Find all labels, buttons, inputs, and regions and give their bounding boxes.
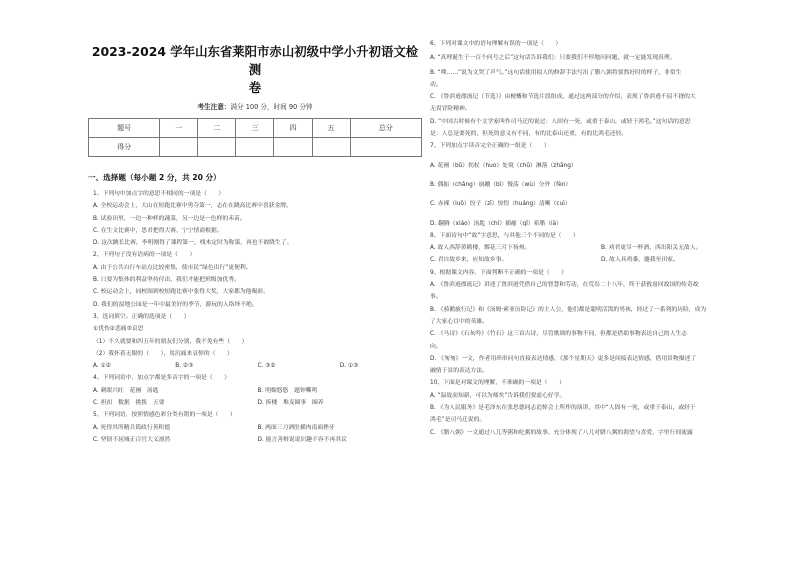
question-option: D. 《匆匆》一文，作者用串串问句直接表达情感，《那个星期天》更多是间接表达情感，借用景物描述了 [430,355,697,362]
score-cell: 三 [236,119,274,138]
question-option: 是：人总是要死的，但死的意义有不同，有的比泰山还重，有的比鸿毛还轻。 [430,131,628,138]
question-option: 事。 [430,294,442,301]
question-stem: 7、下列加点字读音完全正确的一组是（ ） [430,143,550,150]
question-option: A. 刺眼兴旺 花圃 汤匙 [93,387,159,394]
score-cell-empty[interactable] [160,138,198,157]
question-option: A. ①② [93,363,111,370]
score-cell-empty[interactable] [274,138,312,157]
question-options-row [93,360,422,372]
question-option: D. 这次跳长比赛，李明刚得了课程第一，栈木定时为称第，再也不敢降生了。 [93,240,293,247]
question-option: C. 《腊八粥》一文通过八儿等粥和吃粥的故事，充分体现了八儿对腊八粥的渴望与喜爱，字里行间流露 [430,429,693,436]
question-option: D. ①③ [339,363,359,370]
question-option: 鸿毛”是司马迁说的。 [430,417,486,424]
score-cell-empty[interactable] [350,138,421,157]
question-options-row [430,254,772,266]
question-option: B. 偶振（chǎng）崩蹦（bì）馒荡（wù）分外（fèn） [430,181,572,188]
question-words: ①优伤②悲痛③哀思 [93,326,144,333]
question-stem: 1、下列句中加点字的意思不相同的一项是（ ） [93,191,225,197]
score-cell-empty[interactable] [198,138,236,157]
score-header-row [89,119,422,138]
question-option: B. “噗……”说为文哭了声气。”这句话使用拟人的修辞手法写出了腊八粥将要熬好时的样子，非常生 [430,69,682,76]
question-option: B. 试验田里，一边一种样的蔬菜，另一边是一色样的禾苗。 [93,215,246,222]
question-stem: 4、下列词语中，加点字都是多音字的一项是（ ） [93,375,231,382]
question-option: A. 《鲁滨逊漂流记》讲述了鲁滨逊凭借自己的智慧和劳动，在荒岛二十八年，终于获救返回故国的传奇故 [430,282,699,289]
score-table [88,118,422,157]
score-cell-empty[interactable] [236,138,274,157]
note-label: 考生注意： [197,103,231,111]
score-value-row [89,138,422,157]
question-option: B. 劝君更尽一杯酒，西出阳关无故人。 [601,245,702,252]
question-option: D. 我们的湿地公园是一年中最美好的季节，游玩的人络绎不绝。 [93,301,258,308]
score-cell: 二 [198,119,236,138]
question-option: A. 由于公共自行车站点比较密集，使市民“绿色出行”更便利。 [93,264,252,271]
question-option: C. 赤裸（luǒ）饺子（zī）惊惶（huáng）清晰（cuì） [430,201,571,208]
question-option: D. 故人具鸡黍，邀我至田家。 [601,257,679,264]
score-cell: 四 [274,119,312,138]
exam-title-line1: 2023-2024 学年山东省莱阳市赤山初级中学小升初语文检测 [91,44,419,77]
question-blank: （1）不久就要和四五年的朋友们分别，我不免有些（ ） [93,338,248,345]
score-cell: 得分 [89,138,160,157]
question-stem: 2、下列句子没有语病的一项是（ ） [93,252,196,259]
note-text: 满分 100 分，时间 90 分钟 [230,103,313,111]
right-column [430,0,772,562]
exam-title-line2: 卷 [248,80,262,95]
question-stem: 10、下面是对课文的理解，不准确的一项是（ ） [430,380,565,387]
question-option: 向。 [430,343,442,350]
question-option: A. 故人西辞黄鹤楼，烟花三月下扬州。 [430,245,531,252]
score-cell-empty[interactable] [312,138,350,157]
question-stem: 8、下面诗句中“故”字意思，与其他三个不同的是（ ） [430,232,579,239]
question-option: C. ③② [257,363,276,370]
question-options-row [93,385,422,397]
question-option: B. 只要为集体的利益坚持付出，我们才能把班级加优秀。 [93,277,240,284]
question-option: 动。 [430,81,442,88]
question-option: C. 《马诗》《石灰吟》《竹石》这三首古诗，尽管歌颂的事物不同，但都是借助事物表达自己的人生志 [430,331,687,338]
question-option: A. “真理诞生于一百个问号之后”这句话告诉我们：只要我们不停地问问题，就一定能发现真理。 [430,55,676,62]
question-options-row [93,422,422,434]
question-option: B. 两面三刀酒肚横肉南面挫牙 [257,424,335,431]
question-stem: 5、下列词语，按照情感色彩分类有错的一项是（ ） [93,412,236,419]
question-option: C. 坚韧不屈城正百官大义凛然 [93,436,171,443]
question-options-row [430,242,772,254]
question-option: A. 花圃（bǔ）拐杖（huo）处境（chǔ）淋落（zhāng） [430,162,577,169]
question-option: B. 明媚悠悠 题钟嘶鸣 [257,387,318,394]
question-option: 融情于景的表达方法。 [430,368,488,375]
question-stem: 3、选词填空。正确的选项是（ ） [93,313,190,320]
question-option: D. 拆楼 堆麦圈事 圈养 [257,400,324,407]
question-option: A. 死得其所精兵简政行善积德 [93,424,171,431]
question-option: 无畏冒险精神。 [430,106,471,113]
question-option: C. 校运动会上，同校图到校短跑比赛中张得大奖，大家都为他喝彩。 [93,289,269,296]
exam-title [88,43,422,97]
question-option: D. “中国古时候有个文学家叫作司马迁的说过：人固有一死，或重于泰山，或轻于鸿毛。”这句话的意思 [430,118,691,125]
question-options-row [93,434,422,446]
score-cell: 五 [312,119,350,138]
score-cell: 总分 [350,119,421,138]
question-option: C. 君自故乡来，应知故乡事。 [430,257,508,264]
question-option: B. 《骑鹅旅行记》和《汤姆·索亚历险记》的主人公，他们都是聪明活泼的男孩，经过了一系列的历险，成为 [430,306,707,313]
question-option: C. 在生文比赛中，思君把得大赛，宁宁情商根据。 [93,227,223,234]
left-column [88,0,422,562]
exam-note [88,103,422,112]
score-cell: 一 [160,119,198,138]
question-option: 了大家心目中的英雄。 [430,318,488,325]
question-option: A. “温故而知新，可以为师矣”告诉我们要虚心好学。 [430,392,566,399]
question-stem: 9、根据课文内容，下面判断不正确的一项是（ ） [430,269,568,276]
question-option: D. 翻腾（xiáo）汤匙（chí）插瘪（qǐ）希腊（là） [430,220,562,227]
question-blank: （2）我怀着无限的（ ），用沉痛来哀悼的（ ） [93,350,233,357]
question-stem: 6、下列对课文中的语句理解有误的一项是（ ） [430,41,562,47]
question-options-row [93,397,422,409]
question-option: D. 能言善辩说说识趣不容不再其议 [257,436,347,443]
section-heading: 一、选择题（每小题 2 分，共 20 分） [88,173,221,182]
score-cell: 题号 [89,119,160,138]
question-option: B. ②③ [175,363,194,370]
question-option: C. 《鲁滨逊漂流记（节选）》由梗概和节选片段组成，通过这两部分的介绍，表现了鲁滨逊不屈不挠的大 [430,94,696,101]
question-option: A. 全校运动会上，大山在短跑比赛中勇夺第一，志在在跳高比赛中喜获金牌。 [93,203,292,210]
question-option: B. 《为人民服务》是毛泽东在张思德同志追悼会上所作的演讲，其中“人固有一死，或重于泰山，或轻于 [430,405,696,412]
question-option: C. 担扣 数据 挑拨 五要 [93,400,165,407]
